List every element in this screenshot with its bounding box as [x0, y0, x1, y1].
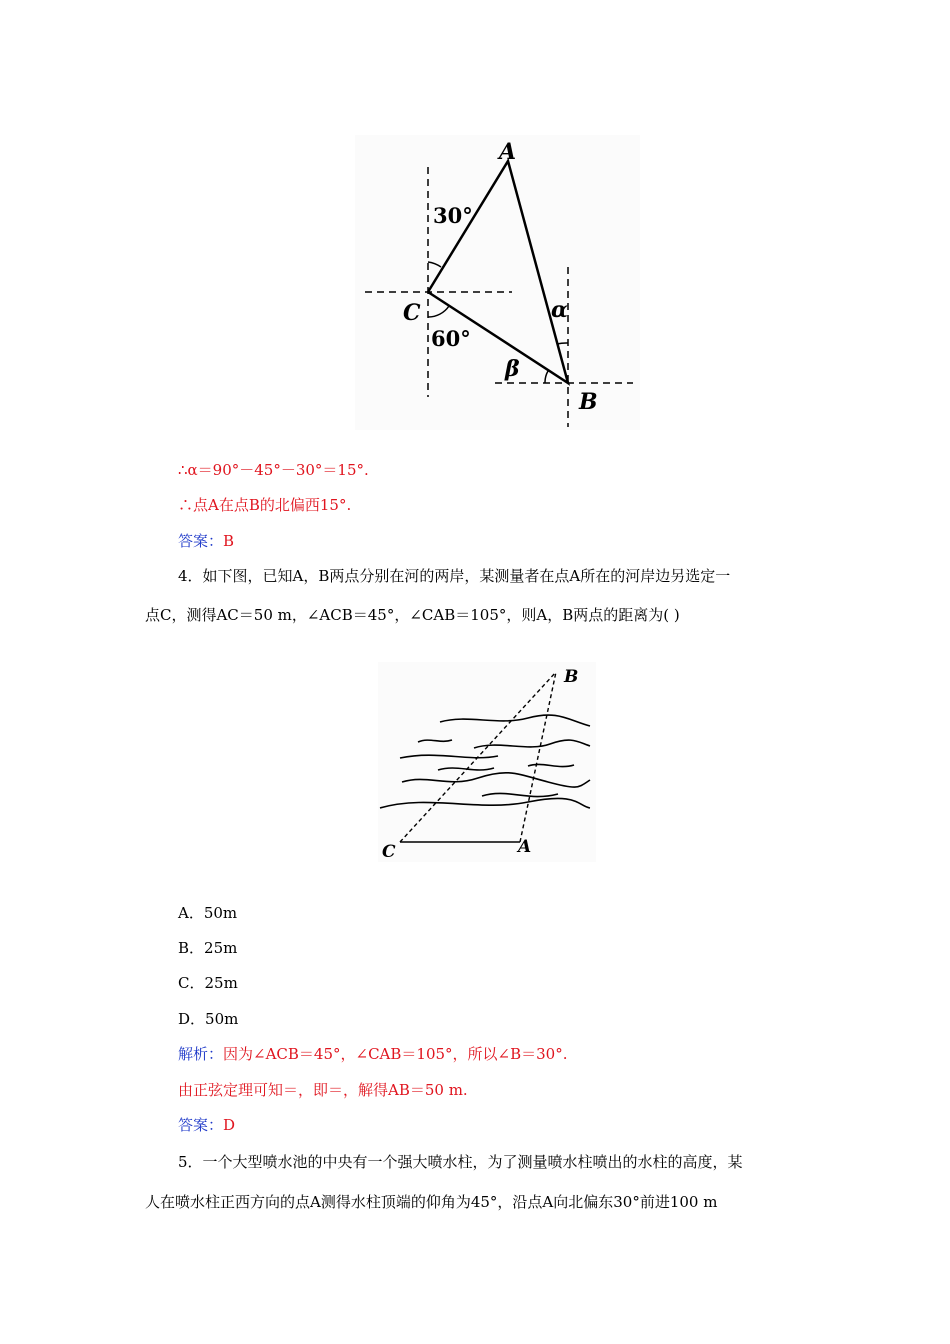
- solution3-line1: ∴α＝90°－45°－30°＝15°.: [178, 461, 369, 479]
- analysis-line1: [178, 1044, 567, 1064]
- alpha-label: α: [551, 297, 568, 323]
- answer-label: 答案：: [178, 532, 224, 550]
- point-a-label: A: [499, 139, 517, 165]
- point-b-label: B: [579, 389, 598, 415]
- beta-label: β: [505, 356, 520, 382]
- angle-60-label: 60°: [431, 326, 471, 351]
- river-figure: [378, 662, 596, 862]
- bearing-triangle-figure: [355, 135, 640, 430]
- problem5-line1: 5．一个大型喷水池的中央有一个强大喷水柱，为了测量喷水柱喷出的水柱的高度，某: [178, 1153, 743, 1171]
- analysis-line2: 由正弦定理可知＝，即＝，解得AB＝50 m.: [178, 1081, 468, 1099]
- problem5-line2: 人在喷水柱正西方向的点A测得水柱顶端的仰角为45°，沿点A向北偏东30°前进100 m: [145, 1193, 718, 1211]
- analysis-text: 因为∠ACB＝45°，∠CAB＝105°，所以∠B＝30°.: [223, 1045, 568, 1063]
- answer-label: 答案：: [178, 1116, 224, 1134]
- option-d: D．50m: [178, 1010, 239, 1028]
- analysis-label: 解析：: [178, 1045, 224, 1063]
- point-c-label: C: [403, 300, 421, 326]
- angle-30-label: 30°: [433, 203, 473, 228]
- option-b: B．25m: [178, 939, 238, 957]
- river-point-c-label: C: [382, 842, 396, 862]
- problem4-stem-line1: 4．如下图，已知A，B两点分别在河的两岸，某测量者在点A所在的河岸边另选定一: [178, 567, 731, 585]
- problem4-stem-line2: 点C，测得AC＝50 m，∠ACB＝45°，∠CAB＝105°，则A，B两点的距离为( ): [145, 606, 680, 624]
- river-point-a-label: A: [518, 837, 532, 857]
- river-point-b-label: B: [564, 667, 579, 687]
- option-a: A．50m: [178, 904, 238, 922]
- solution3-line2: ∴点A在点B的北偏西15°.: [178, 496, 352, 514]
- solution3-answer: [178, 531, 234, 551]
- answer-value: B: [223, 532, 235, 550]
- problem4-answer: [178, 1115, 235, 1135]
- answer-value: D: [223, 1116, 236, 1134]
- option-c: C．25m: [178, 974, 238, 992]
